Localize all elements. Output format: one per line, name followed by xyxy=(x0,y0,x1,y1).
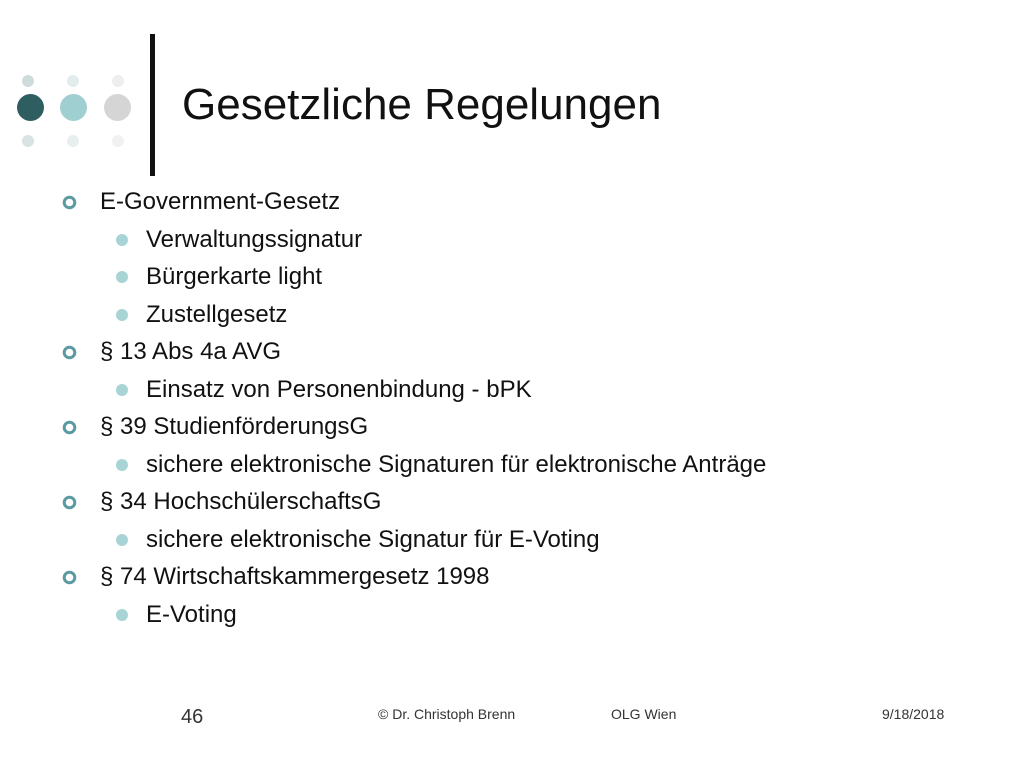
sub-bullet-text: Bürgerkarte light xyxy=(146,263,323,290)
dot-bullet-icon xyxy=(116,271,128,283)
bullet-text: E-Government-Gesetz xyxy=(100,188,341,215)
ring-bullet-icon xyxy=(62,570,77,585)
decorative-dot xyxy=(22,135,34,147)
dot-bullet-icon xyxy=(116,534,128,546)
decorative-dot xyxy=(60,94,87,121)
bullet-text: § 34 HochschülerschaftsG xyxy=(100,488,382,515)
dot-bullet-icon xyxy=(116,309,128,321)
ring-bullet-icon xyxy=(62,495,77,510)
dot-bullet-icon xyxy=(116,234,128,246)
footer-date: 9/18/2018 xyxy=(882,706,945,722)
footer-organization: OLG Wien xyxy=(611,706,677,722)
bullet-text: § 13 Abs 4a AVG xyxy=(100,338,282,365)
ring-bullet-icon xyxy=(62,345,77,360)
title-divider xyxy=(150,34,155,176)
bullet-text: § 39 StudienförderungsG xyxy=(100,413,369,440)
slide-number: 46 xyxy=(181,706,204,728)
dot-bullet-icon xyxy=(116,609,128,621)
sub-bullet-text: Zustellgesetz xyxy=(146,300,288,328)
dot-bullet-icon xyxy=(116,384,128,396)
decorative-dot xyxy=(67,75,79,87)
decorative-dot xyxy=(104,94,131,121)
decorative-dot xyxy=(112,135,124,147)
sub-bullet-text: Verwaltungssignatur xyxy=(146,225,363,253)
sub-bullet-text: sichere elektronische Signatur für E-Voting xyxy=(146,525,600,553)
footer-author: © Dr. Christoph Brenn xyxy=(378,706,516,722)
ring-bullet-icon xyxy=(62,195,77,210)
ring-bullet-icon xyxy=(62,420,77,435)
decorative-dot xyxy=(22,75,34,87)
slide-title: Gesetzliche Regelungen xyxy=(182,80,662,129)
bullet-text: § 74 Wirtschaftskammergesetz 1998 xyxy=(100,563,490,590)
decorative-dot xyxy=(112,75,124,87)
sub-bullet-text: E-Voting xyxy=(146,600,237,628)
sub-bullet-text: sichere elektronische Signaturen für elektronische Anträge xyxy=(146,450,767,478)
decorative-dot xyxy=(17,94,44,121)
decorative-dot xyxy=(67,135,79,147)
sub-bullet-text: Einsatz von Personenbindung - bPK xyxy=(146,375,532,403)
dot-bullet-icon xyxy=(116,459,128,471)
